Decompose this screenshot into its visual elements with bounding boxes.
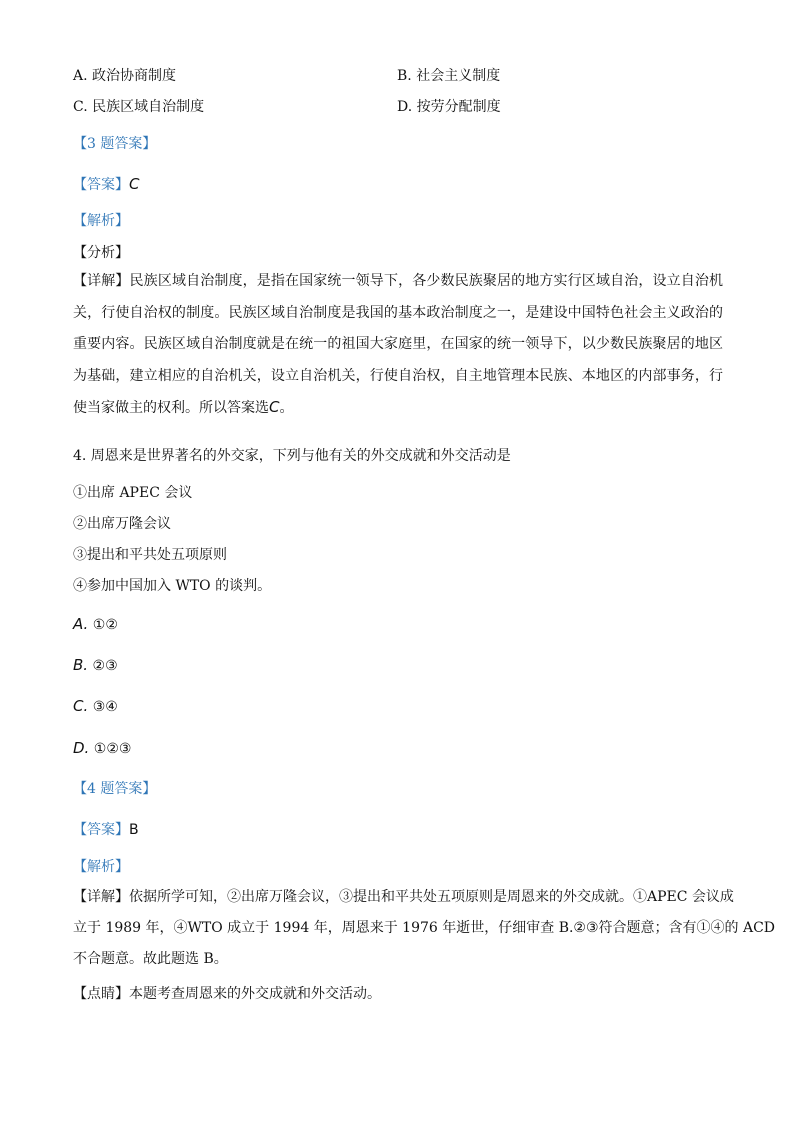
q4-answer-value: B xyxy=(129,822,139,838)
q4-answer-line xyxy=(73,820,139,840)
q4-option-a-letter: A. xyxy=(73,615,89,633)
q4-answer-header: 【4 题答案】 xyxy=(73,781,157,797)
q3-detail-answer: C xyxy=(269,398,280,416)
q3-option-d: D. 按劳分配制度 xyxy=(397,99,501,115)
q4-item-4: ④参加中国加入 WTO 的谈判。 xyxy=(73,578,272,594)
q4-item-3: ③提出和平共处五项原则 xyxy=(73,547,227,563)
q4-detail-line-3: 不合题意。故此题选 B。 xyxy=(73,951,228,967)
q3-analysis-label: 【解析】 xyxy=(73,213,129,229)
q4-option-a-text: ①② xyxy=(92,617,118,633)
q4-detail-label: 【详解】 xyxy=(73,889,129,905)
q3-detail-paragraph xyxy=(73,266,723,425)
q4-option-d xyxy=(73,738,131,759)
q4-option-b-text: ②③ xyxy=(92,658,118,674)
q4-dianjing-text: 本题考查周恩来的外交成就和外交活动。 xyxy=(129,986,381,1002)
q3-answer-line xyxy=(73,174,139,195)
q4-detail-line-1 xyxy=(73,887,734,907)
q4-item-2: ②出席万隆会议 xyxy=(73,516,171,532)
q4-detail-text-1: 依据所学可知，②出席万隆会议，③提出和平共处五项原则是周恩来的外交成就。①APEC 会议成 xyxy=(129,889,734,905)
q4-item-1: ①出席 APEC 会议 xyxy=(73,485,193,501)
q3-detail-label: 【详解】 xyxy=(73,273,130,289)
q4-stem: 4. 周恩来是世界著名的外交家，下列与他有关的外交成就和外交活动是 xyxy=(73,448,511,464)
q3-option-c: C. 民族区域自治制度 xyxy=(73,99,205,115)
q3-answer-header: 【3 题答案】 xyxy=(73,136,157,152)
q4-option-d-letter: D. xyxy=(73,739,90,757)
q3-answer-value: C xyxy=(129,175,140,193)
q4-dianjing-label: 【点睛】 xyxy=(73,986,129,1002)
q4-detail-line-2: 立于 1989 年，④WTO 成立于 1994 年，周恩来于 1976 年逝世，仔细审查 B.②③符合题意；含有①④的 ACD xyxy=(73,920,776,936)
q3-option-a: A. 政治协商制度 xyxy=(73,68,177,84)
q4-answer-label: 【答案】 xyxy=(73,822,129,838)
q4-option-c-letter: C. xyxy=(73,697,89,715)
q4-option-b-letter: B. xyxy=(73,656,89,674)
q4-option-c-text: ③④ xyxy=(92,699,118,715)
q3-detail-text: 民族区域自治制度，是指在国家统一领导下，各少数民族聚居的地方实行区域自治，设立自治机关，行使自治权的制度。民族区域自治制度是我国的基本政治制度之一，是建设中国特色社会主义政治的重要内容。民族区域自治制度就是在统一的祖国大家庭里，在国家的统一领导下，以少数民族聚居的地区为基础，建立相应的自治机关，设立自治机关，行使自治权，自主地管理本民族、本地区的内部事务，行使当家做主的权利。所以答案选 xyxy=(73,273,724,416)
q4-option-d-text: ①②③ xyxy=(93,741,132,757)
q4-dianjing-line xyxy=(73,984,381,1004)
q3-option-b: B. 社会主义制度 xyxy=(397,68,501,84)
q3-answer-label: 【答案】 xyxy=(73,177,129,193)
q3-detail-end: 。 xyxy=(279,400,294,416)
q4-option-b xyxy=(73,655,118,676)
q4-option-a xyxy=(73,614,118,635)
q4-option-c xyxy=(73,696,118,717)
q4-analysis-label: 【解析】 xyxy=(73,859,129,875)
q3-fenxi-label: 【分析】 xyxy=(73,245,129,261)
